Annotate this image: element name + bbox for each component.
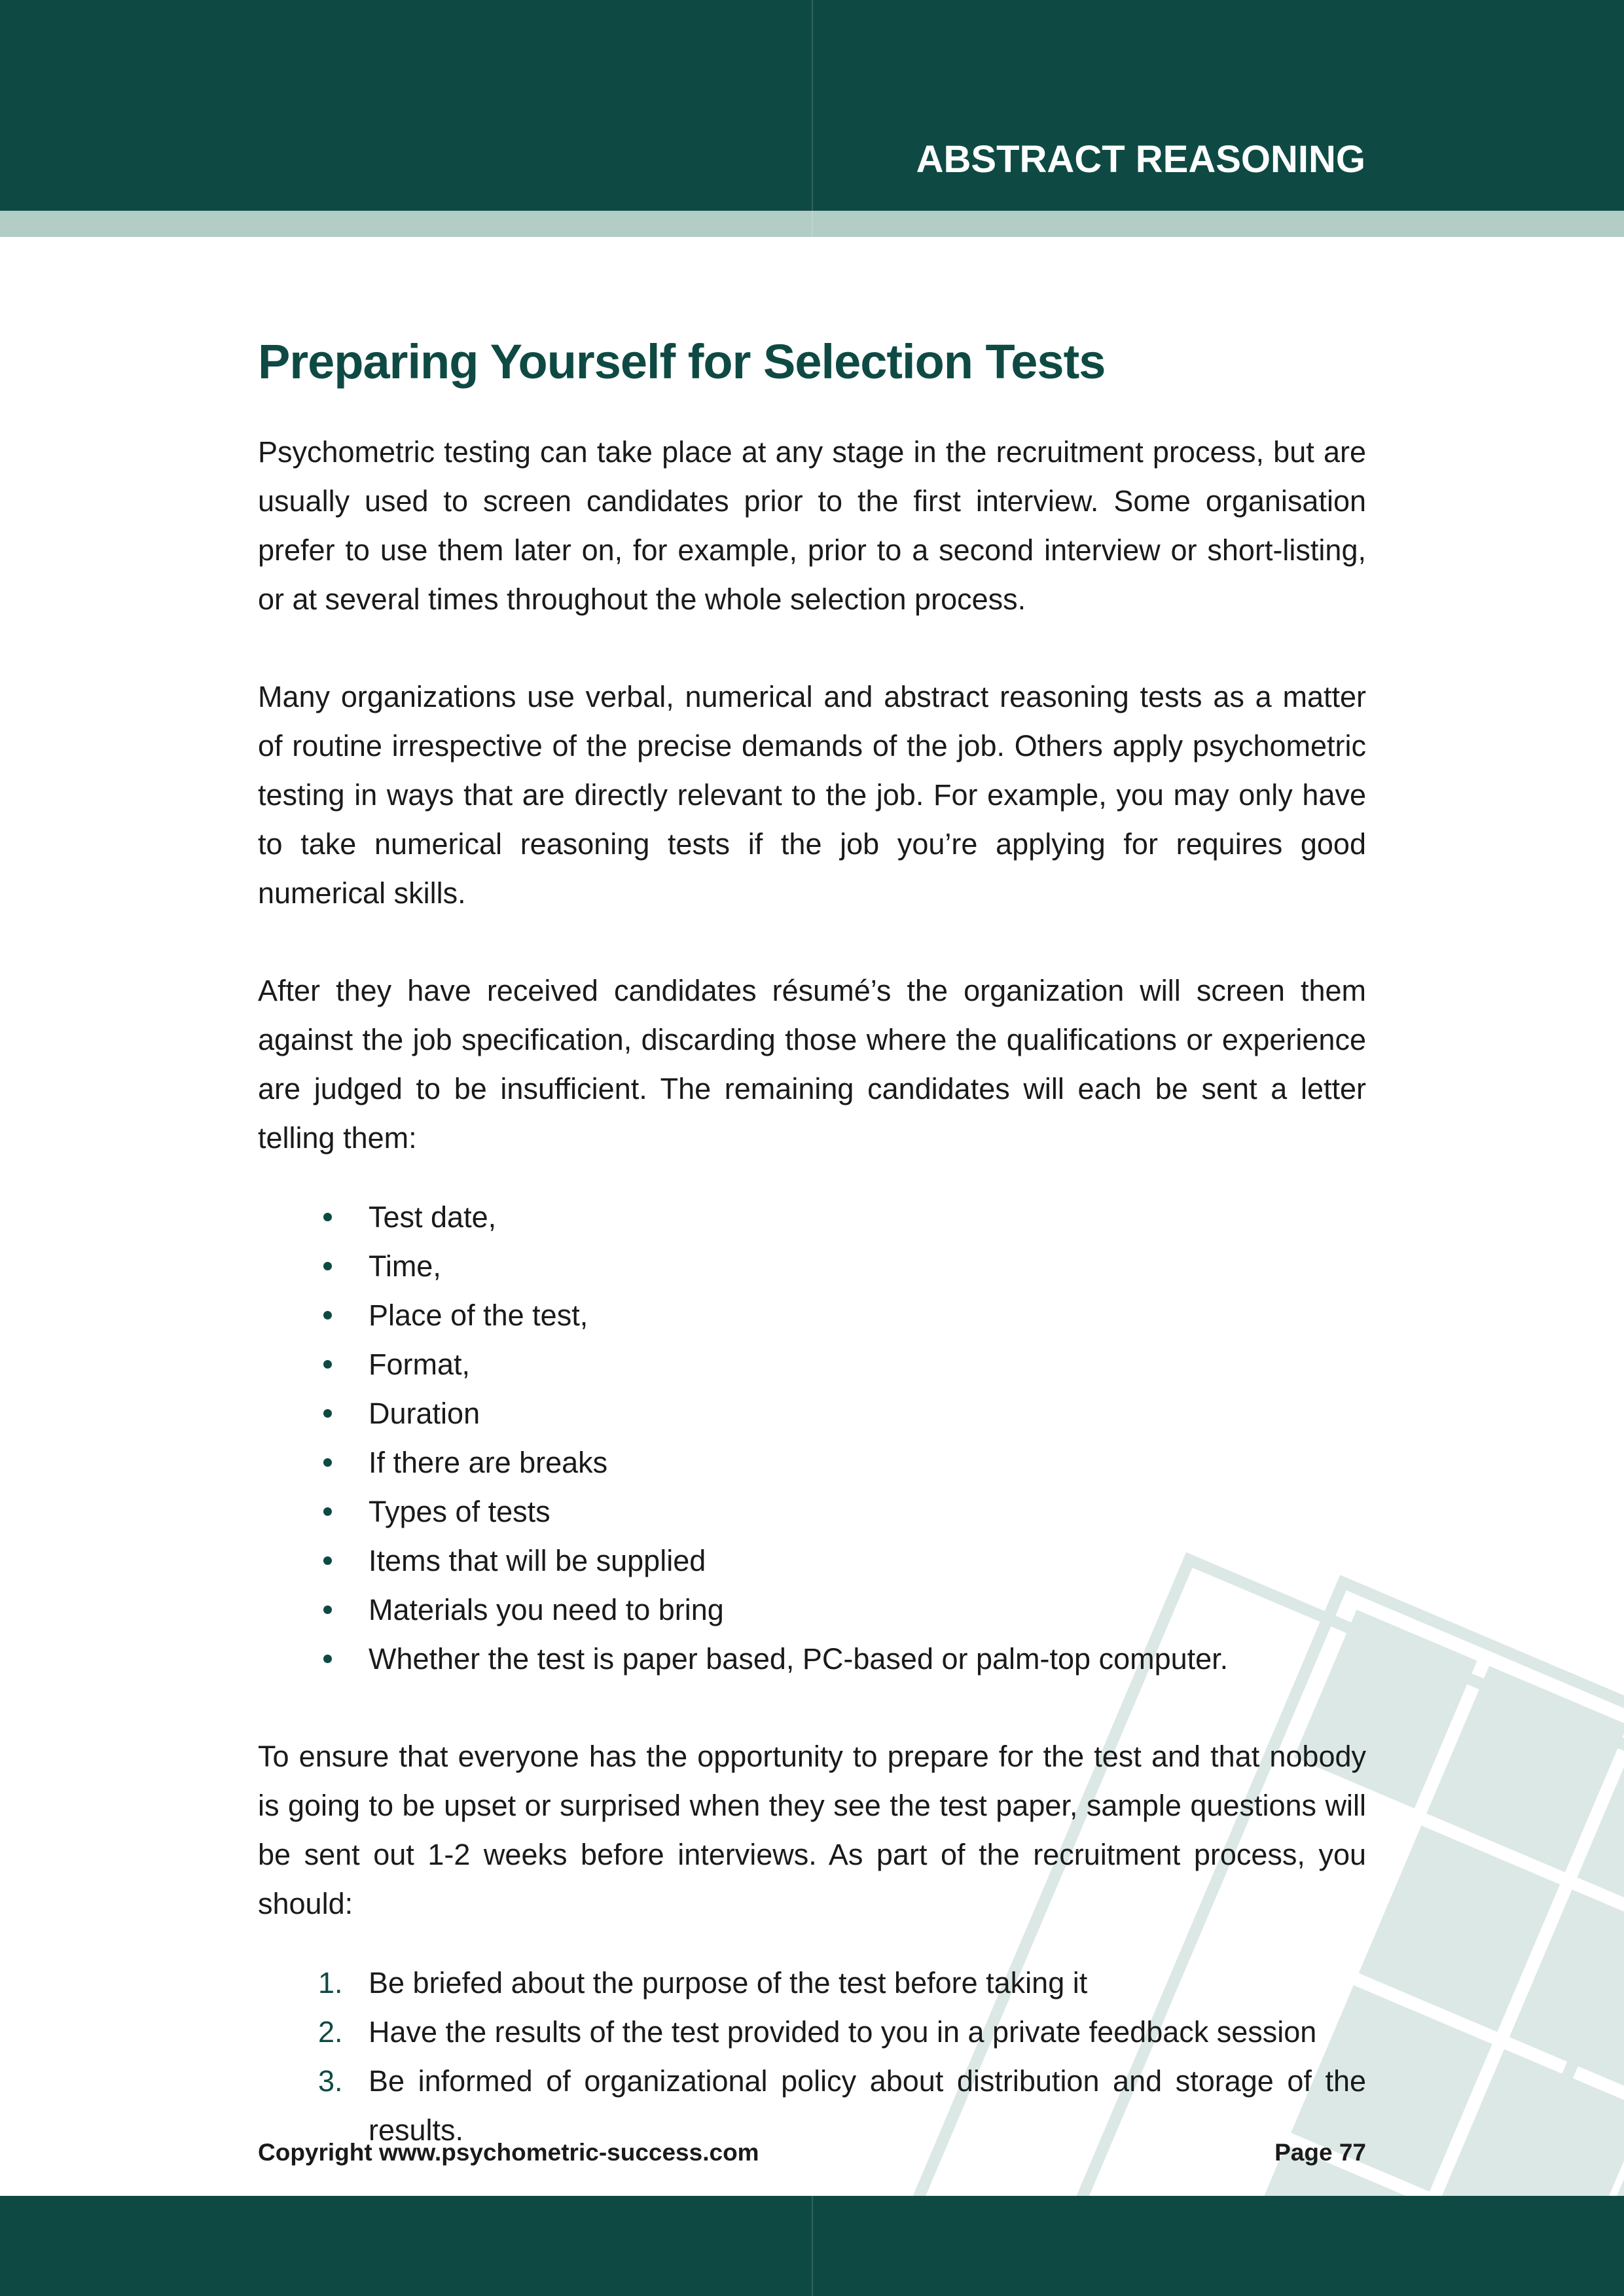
bullet-icon	[323, 1262, 332, 1270]
section-title: ABSTRACT REASONING	[916, 138, 1365, 181]
list-item: Types of tests	[258, 1487, 1366, 1536]
recruitment-steps-list	[258, 1958, 1366, 2155]
letter-details-list	[258, 1193, 1366, 1683]
list-item: 2. Have the results of the test provided to you in a private feedback session	[258, 2007, 1366, 2056]
bullet-icon	[323, 1311, 332, 1319]
list-item: Items that will be supplied	[258, 1536, 1366, 1585]
bullet-icon	[323, 1556, 332, 1565]
list-item: 3. Be informed of organizational policy about distribution and storage of the results.	[258, 2056, 1366, 2155]
bullet-icon	[323, 1360, 332, 1369]
list-item: Materials you need to bring	[258, 1585, 1366, 1634]
list-item: Duration	[258, 1389, 1366, 1438]
list-item: Format,	[258, 1340, 1366, 1389]
page-number: Page 77	[1274, 2139, 1366, 2166]
step-number: 2.	[318, 2015, 343, 2049]
paragraph-test-types: Many organizations use verbal, numerical and abstract reasoning tests as a matter of routine irrespective of the precise demands of the job. Others apply psychometric testing in ways that are directly relevant to the job. For example, you may only have to take numerical reasoning tests if the job you’re applying for requires good numerical skills.	[258, 680, 1366, 910]
paragraph-screening: After they have received candidates résumé’s the organization will screen them against the job specification, discarding those where the qualifications or experience are judged to be insufficient. The remaining candidates will each be sent a letter telling them:	[258, 974, 1366, 1155]
copyright-notice: Copyright www.psychometric-success.com	[258, 2139, 759, 2166]
step-number: 3.	[318, 2064, 343, 2098]
list-item: Test date,	[258, 1193, 1366, 1242]
main-content	[258, 331, 1366, 2203]
paragraph-intro: Psychometric testing can take place at any stage in the recruitment process, but are usually used to screen candidates prior to the first interview. Some organisation prefer to use them later on, for example, prior to a second interview or short-listing, or at several times throughout the whole selection process.	[258, 435, 1366, 616]
page-title: Preparing Yourself for Selection Tests	[258, 334, 1106, 389]
bullet-icon	[323, 1409, 332, 1418]
paragraph-preparation: To ensure that everyone has the opportunity to prepare for the test and that nobody is going to be upset or surprised when they see the test paper, sample questions will be sent out 1-2 weeks before interviews. As part of the recruitment process, you should:	[258, 1740, 1366, 1920]
list-item: If there are breaks	[258, 1438, 1366, 1487]
bullet-icon	[323, 1458, 332, 1467]
list-item: Place of the test,	[258, 1291, 1366, 1340]
bullet-icon	[323, 1655, 332, 1663]
bullet-icon	[323, 1213, 332, 1221]
footer-divider	[812, 2196, 813, 2296]
list-item: Time,	[258, 1242, 1366, 1291]
bullet-icon	[323, 1605, 332, 1614]
list-item: 1. Be briefed about the purpose of the test before taking it	[258, 1958, 1366, 2007]
list-item: Whether the test is paper based, PC-based or palm-top computer.	[258, 1634, 1366, 1683]
bullet-icon	[323, 1507, 332, 1516]
step-number: 1.	[318, 1966, 343, 2000]
